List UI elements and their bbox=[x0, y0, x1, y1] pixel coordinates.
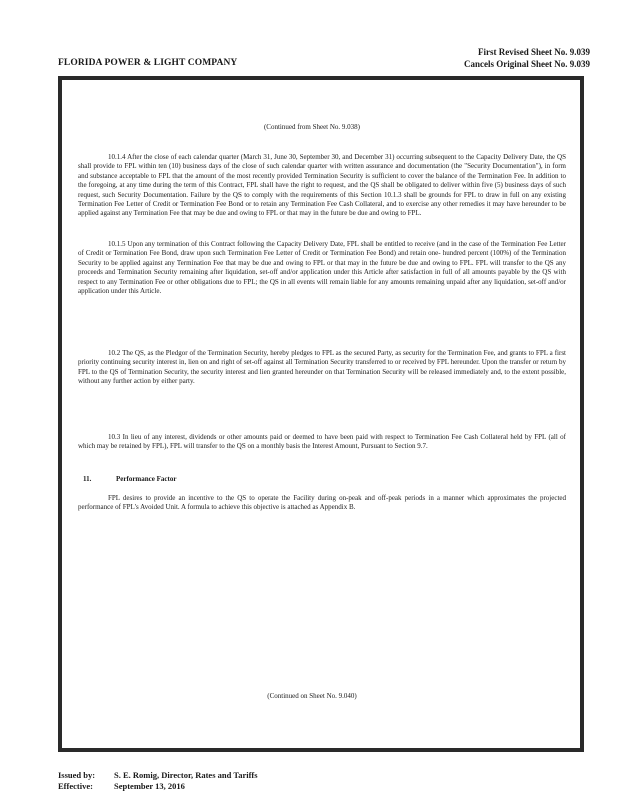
issued-by-value: S. E. Romig, Director, Rates and Tariffs bbox=[114, 770, 258, 780]
paragraph-10-2 bbox=[78, 349, 566, 387]
paragraph-10-3 bbox=[78, 433, 566, 452]
effective-label: Effective: bbox=[58, 781, 93, 791]
effective-line bbox=[58, 781, 258, 792]
paragraph-text: 10.3 In lieu of any interest, dividends or other amounts paid or deemed to have been paid with respect to Termination Fee Cash Collateral held by FPL (all of which may be retained by FPL), FPL will transfer to the QS on a monthly basis the Interest Amount, Pursuant to Section 9.7. bbox=[78, 433, 566, 451]
issued-by-label: Issued by: bbox=[58, 770, 96, 780]
section-title: Performance Factor bbox=[116, 475, 177, 483]
continued-from-note: (Continued from Sheet No. 9.038) bbox=[263, 123, 361, 131]
paragraph-11 bbox=[78, 494, 566, 513]
paragraph-text: 10.1.5 Upon any termination of this Contract following the Capacity Delivery Date, FPL shall be entitled to receive (and in the case of the Termination Fee Letter of Credit or Termination Fee Bond, draw upon such Termination Fee Letter of Credit or Termination Fee Bond) and retain one- hundred percent (100%) of the Termination Security to be applied against any Termination Fee that may be due and owing to FPL or that may in the future be due and owing to FPL. FPL will transfer to the QS any proceeds and Termination Security remaining after liquidation, set-off and/or application under this Article after satisfaction in full of all amounts payable by the QS with respect to any Termination Fee or other obligations due to FPL; the QS in all events will remain liable for any amounts remaining unpaid after any liquidation, set-off and/or application under this Article. bbox=[78, 240, 566, 296]
paragraph-text: FPL desires to provide an incentive to the QS to operate the Facility during on-peak and off-peak periods in a manner which approximates the projected performance of FPL's Avoided Unit. A formula to achieve this objective is attached as Appendix B. bbox=[78, 494, 566, 512]
cancels-sheet-number: Cancels Original Sheet No. 9.039 bbox=[464, 59, 590, 69]
footer bbox=[58, 770, 258, 792]
section-number: 11. bbox=[83, 475, 92, 483]
revised-sheet-number: First Revised Sheet No. 9.039 bbox=[478, 47, 590, 57]
effective-value: September 13, 2016 bbox=[114, 781, 185, 791]
paragraph-text: 10.1.4 After the close of each calendar quarter (March 31, June 30, September 30, and December 31) occurring subsequent to the Capacity Delivery Date, the QS shall provide to FPL within ten (10) business days of the close of such calendar quarter with written assurance and documentation (the "Security Documentation"), in form and substance acceptable to FPL that the amount of the most recently provided Termination Security is sufficient to cover the balance of the Termination Fee. In addition to the foregoing, at any time during the term of this Contract, FPL shall have the right to request, and the QS shall be obligated to deliver within five (5) business days of such request, such Security Documentation. Failure by the QS to comply with the requirements of this Section 10.1.3 shall be grounds for FPL to draw in full on any existing Termination Fee Letter of Credit or Termination Fee Bond or to retain any Termination Fee Cash Collateral, and to exercise any other remedies it may have hereunder to be applied against any Termination Fee that may be due and owing to FPL or that may in the future be due and owing to FPL. bbox=[78, 153, 566, 218]
paragraph-10-1-5 bbox=[78, 240, 566, 296]
company-name: FLORIDA POWER & LIGHT COMPANY bbox=[58, 58, 238, 68]
sheet-number-block bbox=[464, 46, 590, 70]
paragraph-10-1-4 bbox=[78, 153, 566, 219]
issued-by-line bbox=[58, 770, 258, 781]
paragraph-text: 10.2 The QS, as the Pledgor of the Termination Security, hereby pledges to FPL as the secured Party, as security for the Termination Fee, and grants to FPL a first priority continuing security interest in, lien on and right of set-off against all Termination Security transferred to or received by FPL hereunder. Upon the transfer or return by FPL to the QS of Termination Security, the security interest and lien granted hereunder on that Termination Security will be released immediately and, to the extent possible, without any further action by either party. bbox=[78, 349, 566, 386]
continued-on-note: (Continued on Sheet No. 9.040) bbox=[267, 692, 357, 700]
section-heading bbox=[83, 475, 176, 483]
